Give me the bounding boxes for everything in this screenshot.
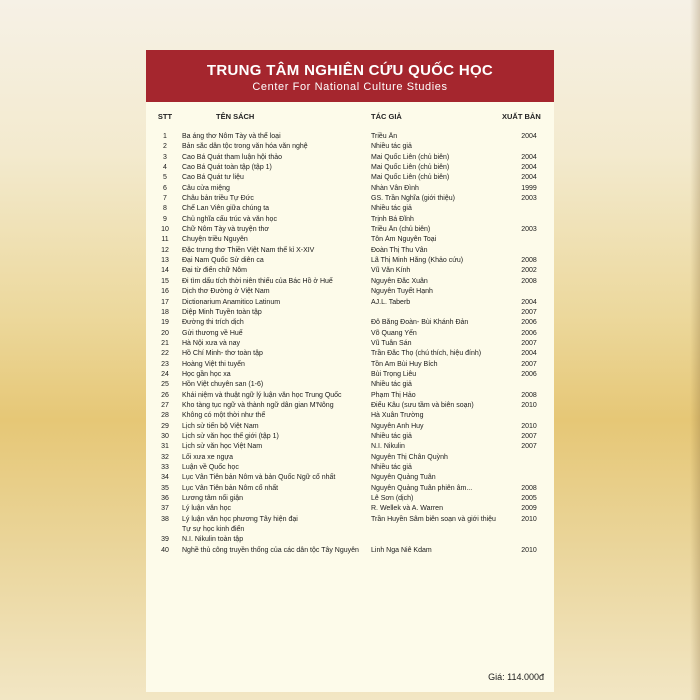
row-book-name: Lịch sử văn học thế giới (tập 1) — [182, 432, 279, 440]
row-book-name: Diệp Minh Tuyền toàn tập — [182, 308, 262, 316]
row-year: 2006 — [521, 329, 537, 337]
row-author: Phạm Thị Hảo — [371, 391, 416, 399]
row-book-name: Gửi thương về Huế — [182, 329, 243, 337]
row-author: Nguyễn Anh Huy — [371, 422, 424, 430]
row-book-name: Cao Bá Quát toàn tập (tập 1) — [182, 164, 272, 172]
row-book-name: Đường thi trích dịch — [182, 319, 244, 327]
row-book-name: Lịch sử tiến bộ Việt Nam — [182, 422, 259, 430]
row-stt: 1 — [163, 133, 167, 140]
table-row — [146, 329, 554, 339]
header-year: XUẤT BẢN — [502, 112, 541, 121]
row-year: 2004 — [521, 298, 537, 306]
row-stt: 11 — [161, 236, 169, 244]
row-author: Nhiều tác giả — [371, 381, 412, 389]
table-row — [146, 339, 554, 349]
row-year: 2007 — [521, 308, 537, 316]
row-book-name: Hà Nội xưa và nay — [182, 339, 240, 347]
row-year: 2004 — [521, 350, 537, 358]
row-stt: 9 — [163, 215, 167, 223]
row-stt: 13 — [161, 257, 169, 265]
row-author: Trịnh Bá Đĩnh — [371, 215, 414, 223]
table-row — [146, 494, 554, 504]
row-stt: 30 — [161, 432, 169, 440]
table-row — [146, 256, 554, 266]
row-author: Lê Sơn (dịch) — [371, 495, 414, 503]
table-row — [146, 266, 554, 276]
row-year: 2004 — [521, 133, 537, 140]
table-row — [146, 235, 554, 245]
row-author: R. Wellek và A. Warren — [371, 505, 443, 513]
row-book-name: Lối xưa xe ngựa — [182, 453, 234, 461]
row-author: Mai Quốc Liên (chủ biên) — [371, 164, 450, 172]
price-label: Giá: 114.000đ — [488, 672, 544, 682]
row-year: 2002 — [521, 267, 537, 275]
row-book-name: Cao Bá Quát tư liệu — [182, 174, 244, 182]
row-author: Trần Huyền Sâm biên soạn và giới thiệu — [371, 515, 496, 523]
row-author: Nguyễn Đắc Xuân — [371, 277, 428, 285]
row-stt: 34 — [161, 474, 169, 482]
table-row — [146, 215, 554, 225]
table-row — [146, 194, 554, 204]
row-author: Vũ Văn Kính — [371, 267, 411, 275]
row-stt: 40 — [161, 546, 169, 554]
row-year: 2007 — [521, 339, 537, 347]
row-stt: 29 — [161, 422, 169, 430]
row-year: 2005 — [521, 495, 537, 503]
row-year: 2007 — [521, 432, 537, 440]
row-stt: 32 — [161, 453, 169, 461]
row-stt: 21 — [161, 339, 169, 347]
table-row — [146, 184, 554, 194]
publisher-title-vi: TRUNG TÂM NGHIÊN CỨU QUỐC HỌC — [206, 62, 494, 79]
row-book-name: Hồ Chí Minh- thơ toàn tập — [182, 350, 263, 358]
row-author: Triều Ân — [371, 133, 398, 140]
row-stt: 28 — [161, 412, 169, 420]
row-book-name: Chuyện triều Nguyễn — [182, 236, 248, 244]
table-row — [146, 308, 554, 318]
row-stt: 39 — [161, 536, 169, 544]
row-year: 2010 — [521, 401, 537, 409]
row-author: Nhiều tác giả — [371, 143, 412, 151]
row-stt: 15 — [161, 277, 169, 285]
row-author: Bùi Trọng Liễu — [371, 370, 417, 378]
table-row — [146, 380, 554, 390]
row-book-name: Cao Bá Quát tham luận hội thảo — [182, 153, 283, 161]
row-author: Mai Quốc Liên (chủ biên) — [371, 174, 450, 182]
row-year: 2010 — [521, 515, 537, 523]
table-row — [146, 204, 554, 214]
row-author: Trần Đắc Thọ (chú thích, hiệu đính) — [371, 350, 482, 358]
row-book-name: Lý luận văn học — [182, 505, 232, 513]
row-stt: 38 — [161, 515, 169, 523]
table-row — [146, 546, 554, 556]
row-year: 2003 — [521, 195, 537, 203]
row-book-name: Châu bản triều Tự Đức — [182, 195, 254, 203]
table-row — [146, 453, 554, 463]
row-author: Đỗ Bằng Đoàn- Bùi Khánh Đản — [371, 319, 469, 327]
row-book-name: N.I. Nikulin toàn tập — [182, 536, 244, 544]
row-stt: 2 — [163, 143, 167, 151]
row-stt: 25 — [161, 381, 169, 389]
row-stt: 12 — [161, 246, 169, 254]
table-row — [146, 246, 554, 256]
row-author: Triều Ân (chủ biên) — [371, 226, 431, 234]
table-row — [146, 163, 554, 173]
book-list-panel — [146, 102, 554, 692]
row-year: 2009 — [521, 505, 537, 513]
row-year: 2008 — [521, 484, 537, 492]
row-book-name: Không có một thời như thế — [182, 412, 266, 420]
row-author: Đoàn Thị Thu Vân — [371, 246, 428, 254]
header-book-name: TÊN SÁCH — [216, 112, 255, 121]
row-stt: 23 — [161, 360, 169, 368]
table-row — [146, 401, 554, 411]
row-year: 1999 — [521, 184, 537, 192]
table-row — [146, 504, 554, 514]
publisher-banner — [146, 50, 554, 102]
publisher-title-en: Center For National Culture Studies — [252, 81, 448, 93]
row-year: 2004 — [521, 164, 537, 172]
table-row — [146, 360, 554, 370]
row-year: 2008 — [521, 277, 537, 285]
row-year: 2008 — [521, 257, 537, 265]
row-book-name: Lịch sử văn học Việt Nam — [182, 443, 263, 451]
row-stt: 17 — [161, 298, 169, 306]
table-row — [146, 142, 554, 152]
row-year: 2010 — [521, 546, 537, 554]
row-stt: 19 — [161, 319, 169, 327]
row-author: Lã Thị Minh Hằng (Khảo cứu) — [371, 257, 464, 265]
row-stt: 5 — [163, 174, 167, 182]
row-book-name: Lương tâm nổi giận — [182, 495, 244, 503]
row-author: Nhiều tác giả — [371, 205, 412, 213]
row-book-name: Tự sự học kinh điển — [182, 526, 245, 534]
row-stt: 6 — [163, 184, 167, 192]
table-row — [146, 277, 554, 287]
row-year: 2006 — [521, 370, 537, 378]
table-row — [146, 132, 554, 142]
row-stt: 3 — [163, 153, 167, 161]
row-book-name: Khái niệm và thuật ngữ lý luận văn học Trung Quốc — [182, 391, 342, 399]
row-year: 2008 — [521, 391, 537, 399]
table-row — [146, 225, 554, 235]
row-book-name: Ba áng thơ Nôm Tày và thể loại — [182, 133, 281, 140]
row-author: Nguyễn Tuyết Hạnh — [371, 288, 433, 296]
book-table-body — [146, 132, 554, 556]
row-stt: 24 — [161, 370, 169, 378]
header-stt: STT — [157, 112, 173, 121]
table-row — [146, 525, 554, 535]
row-year: 2007 — [521, 443, 537, 451]
row-year: 2004 — [521, 174, 537, 182]
row-author: Nguyễn Quảng Tuân phiên âm... — [371, 484, 473, 492]
table-row — [146, 370, 554, 380]
row-book-name: Chủ nghĩa cấu trúc và văn học — [182, 215, 277, 223]
row-stt: 27 — [161, 401, 169, 409]
table-row — [146, 349, 554, 359]
table-row — [146, 422, 554, 432]
row-author: Điểu Kâu (sưu tầm và biên soạn) — [371, 401, 474, 409]
table-row — [146, 153, 554, 163]
row-author: GS. Trần Nghĩa (giới thiệu) — [371, 195, 455, 203]
table-row — [146, 298, 554, 308]
row-book-name: Dictionarium Anamitico Latinum — [182, 298, 281, 306]
table-row — [146, 535, 554, 545]
row-book-name: Đại Nam Quốc Sử diễn ca — [182, 257, 264, 265]
row-book-name: Chế Lan Viên giữa chúng ta — [182, 205, 270, 213]
row-stt: 18 — [161, 308, 169, 316]
row-stt: 22 — [161, 350, 169, 358]
row-author: Hà Xuân Trường — [371, 412, 424, 420]
row-author: Tôn Ám Nguyễn Toại — [371, 236, 437, 244]
row-book-name: Câu cửa miệng — [182, 184, 230, 192]
row-book-name: Đại từ điển chữ Nôm — [182, 267, 248, 275]
row-book-name: Lý luận văn học phương Tây hiện đại — [182, 515, 298, 523]
row-stt: 36 — [161, 495, 169, 503]
table-header — [146, 112, 554, 126]
table-row — [146, 318, 554, 328]
row-book-name: Hồn Việt chuyên san (1-6) — [182, 381, 264, 389]
row-stt: 16 — [161, 288, 169, 296]
row-stt: 37 — [161, 505, 169, 513]
row-author: Tồn Am Bùi Huy Bích — [371, 360, 438, 368]
row-year: 2006 — [521, 319, 537, 327]
row-author: Mai Quốc Liên (chủ biên) — [371, 153, 450, 161]
row-year: 2007 — [521, 360, 537, 368]
row-book-name: Lục Vân Tiên bản Nôm cổ nhất — [182, 484, 279, 492]
row-author: Linh Nga Niê Kdam — [371, 546, 432, 554]
row-author: Vũ Tuân Sán — [371, 339, 412, 347]
row-book-name: Dịch thơ Đường ở Việt Nam — [182, 288, 270, 296]
row-stt: 7 — [163, 195, 167, 203]
row-author: Nhiều tác giả — [371, 464, 412, 471]
row-author: AJ.L. Taberb — [371, 298, 411, 306]
table-row — [146, 473, 554, 483]
row-author: Nguyễn Quảng Tuân — [371, 474, 436, 482]
row-book-name: Học gần học xa — [182, 370, 231, 378]
row-book-name: Chữ Nôm Tày và truyện thơ — [182, 226, 269, 234]
row-stt: 8 — [163, 205, 167, 213]
row-stt: 26 — [161, 391, 169, 399]
row-author: Võ Quang Yến — [371, 329, 417, 337]
table-row — [146, 442, 554, 452]
cover-edge-shadow — [690, 0, 700, 700]
table-row — [146, 515, 554, 525]
row-year: 2004 — [521, 153, 537, 161]
row-book-name: Bản sắc dân tộc trong văn hóa văn nghệ — [182, 143, 308, 151]
row-book-name: Nghề thủ công truyền thống của các dân tộc Tây Nguyên — [182, 546, 359, 554]
row-book-name: Kho tàng tục ngữ và thành ngữ dân gian M'Nông — [182, 401, 334, 409]
row-author: Nhàn Vân Đình — [371, 184, 419, 192]
table-row — [146, 411, 554, 421]
row-stt: 35 — [161, 484, 169, 492]
table-row — [146, 287, 554, 297]
table-row — [146, 484, 554, 494]
row-stt: 14 — [161, 267, 169, 275]
row-author: Nguyễn Thị Chân Quỳnh — [371, 453, 448, 461]
row-stt: 31 — [161, 443, 169, 451]
row-book-name: Luận về Quốc học — [182, 464, 239, 471]
table-row — [146, 173, 554, 183]
row-stt: 4 — [163, 164, 167, 172]
row-stt: 33 — [161, 464, 169, 471]
row-author: Nhiều tác giả — [371, 432, 412, 440]
row-year: 2003 — [521, 226, 537, 234]
row-stt: 20 — [161, 329, 169, 337]
row-author: N.I. Nikulin — [371, 443, 405, 451]
row-year: 2010 — [521, 422, 537, 430]
table-row — [146, 391, 554, 401]
row-stt: 10 — [161, 226, 169, 234]
row-book-name: Đi tìm dấu tích thời niên thiếu của Bác Hồ ở Huế — [182, 277, 333, 285]
row-book-name: Lục Vân Tiên bản Nôm và bản Quốc Ngữ cổ nhất — [182, 474, 336, 482]
row-book-name: Hoàng Việt thi tuyển — [182, 360, 245, 368]
header-author: TÁC GIẢ — [371, 112, 402, 121]
table-row — [146, 463, 554, 473]
table-row — [146, 432, 554, 442]
row-book-name: Đặc trưng thơ Thiền Việt Nam thế kỉ X-XIV — [182, 246, 315, 254]
